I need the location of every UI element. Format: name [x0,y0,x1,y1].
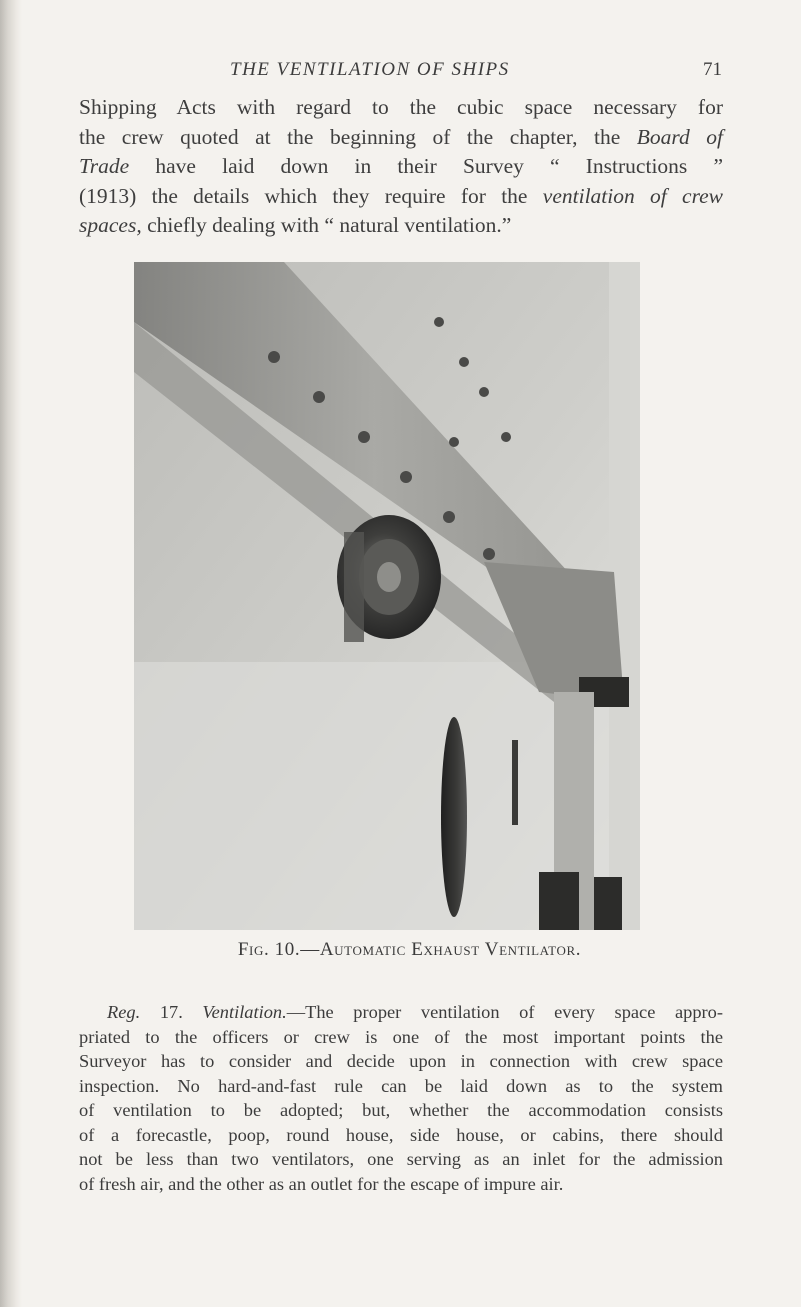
intro-line [79,152,723,182]
regulation-line [79,1074,723,1099]
page-number: 71 [703,59,722,80]
regulation-text-span: not be less than two ventilators, one serving as an inlet for the admission [79,1149,723,1169]
regulation-heading: Ventilation. [202,1002,287,1022]
stanchion-base-left [539,872,579,930]
figure-caption [0,939,801,961]
intro-text-span: (1913) the details which they require for the [79,183,528,208]
running-title: THE VENTILATION OF SHIPS [230,59,510,80]
intro-line [79,123,723,153]
regulation-line [79,1098,723,1123]
vent-slot-left [441,717,467,917]
regulation-text-span: priated to the officers or crew is one of the most important points the [79,1026,723,1047]
regulation-text-span: of fresh air, and the other as an outlet for the escape of impure air. [79,1173,564,1194]
intro-text-span: have laid down in their Survey “ Instructions ” [155,154,723,178]
intro-line [79,211,723,241]
intro-italic-span: spaces, [79,213,142,237]
regulation-number: 17. [159,1002,183,1022]
intro-italic-span: Trade [79,154,130,178]
running-head [0,59,801,81]
regulation-text-span: of ventilation to be adopted; but, whether the accommodation consists [79,1100,723,1120]
regulation-line [79,1049,723,1074]
intro-italic-span: ventilation of crew [542,183,724,208]
regulation-text-span: Surveyor has to consider and decide upon in connection with crew space [79,1051,723,1071]
regulation-label: Reg. [107,1002,141,1022]
figure-label: Fig. 10. [237,939,301,960]
regulation-text-span: inspection. No hard-and-fast rule can be laid down as to the system [79,1075,723,1096]
ventilator-photograph [134,262,640,930]
regulation-line [79,1172,723,1197]
ventilator-photo-svg [134,262,640,930]
figure-title: —Automatic Exhaust Ventilator. [300,939,582,960]
intro-text-span: the crew quoted at the beginning of the chapter, the [79,124,621,149]
intro-paragraph [79,93,723,241]
intro-text-span: chiefly dealing with “ natural ventilation.” [147,213,512,237]
ventilator-hub [377,562,401,592]
regulation-text-span: of a forecastle, poop, round house, side house, or cabins, there should [79,1124,723,1145]
regulation-paragraph [79,1000,723,1196]
stanchion-base-right [594,877,622,930]
intro-line [79,182,723,212]
intro-italic-span: Board of [636,124,723,149]
regulation-text-span: —The proper ventilation of every space appro- [286,1002,723,1022]
page-binding-shadow [0,0,22,1307]
intro-line [79,93,723,123]
regulation-line [79,1147,723,1172]
intro-text-span: Shipping Acts with regard to the cubic space necessary for [79,95,723,119]
regulation-line [79,1000,723,1025]
regulation-line [79,1123,723,1148]
regulation-line [79,1025,723,1050]
ventilator-mount [344,532,364,642]
vent-slot-thin [512,740,518,825]
